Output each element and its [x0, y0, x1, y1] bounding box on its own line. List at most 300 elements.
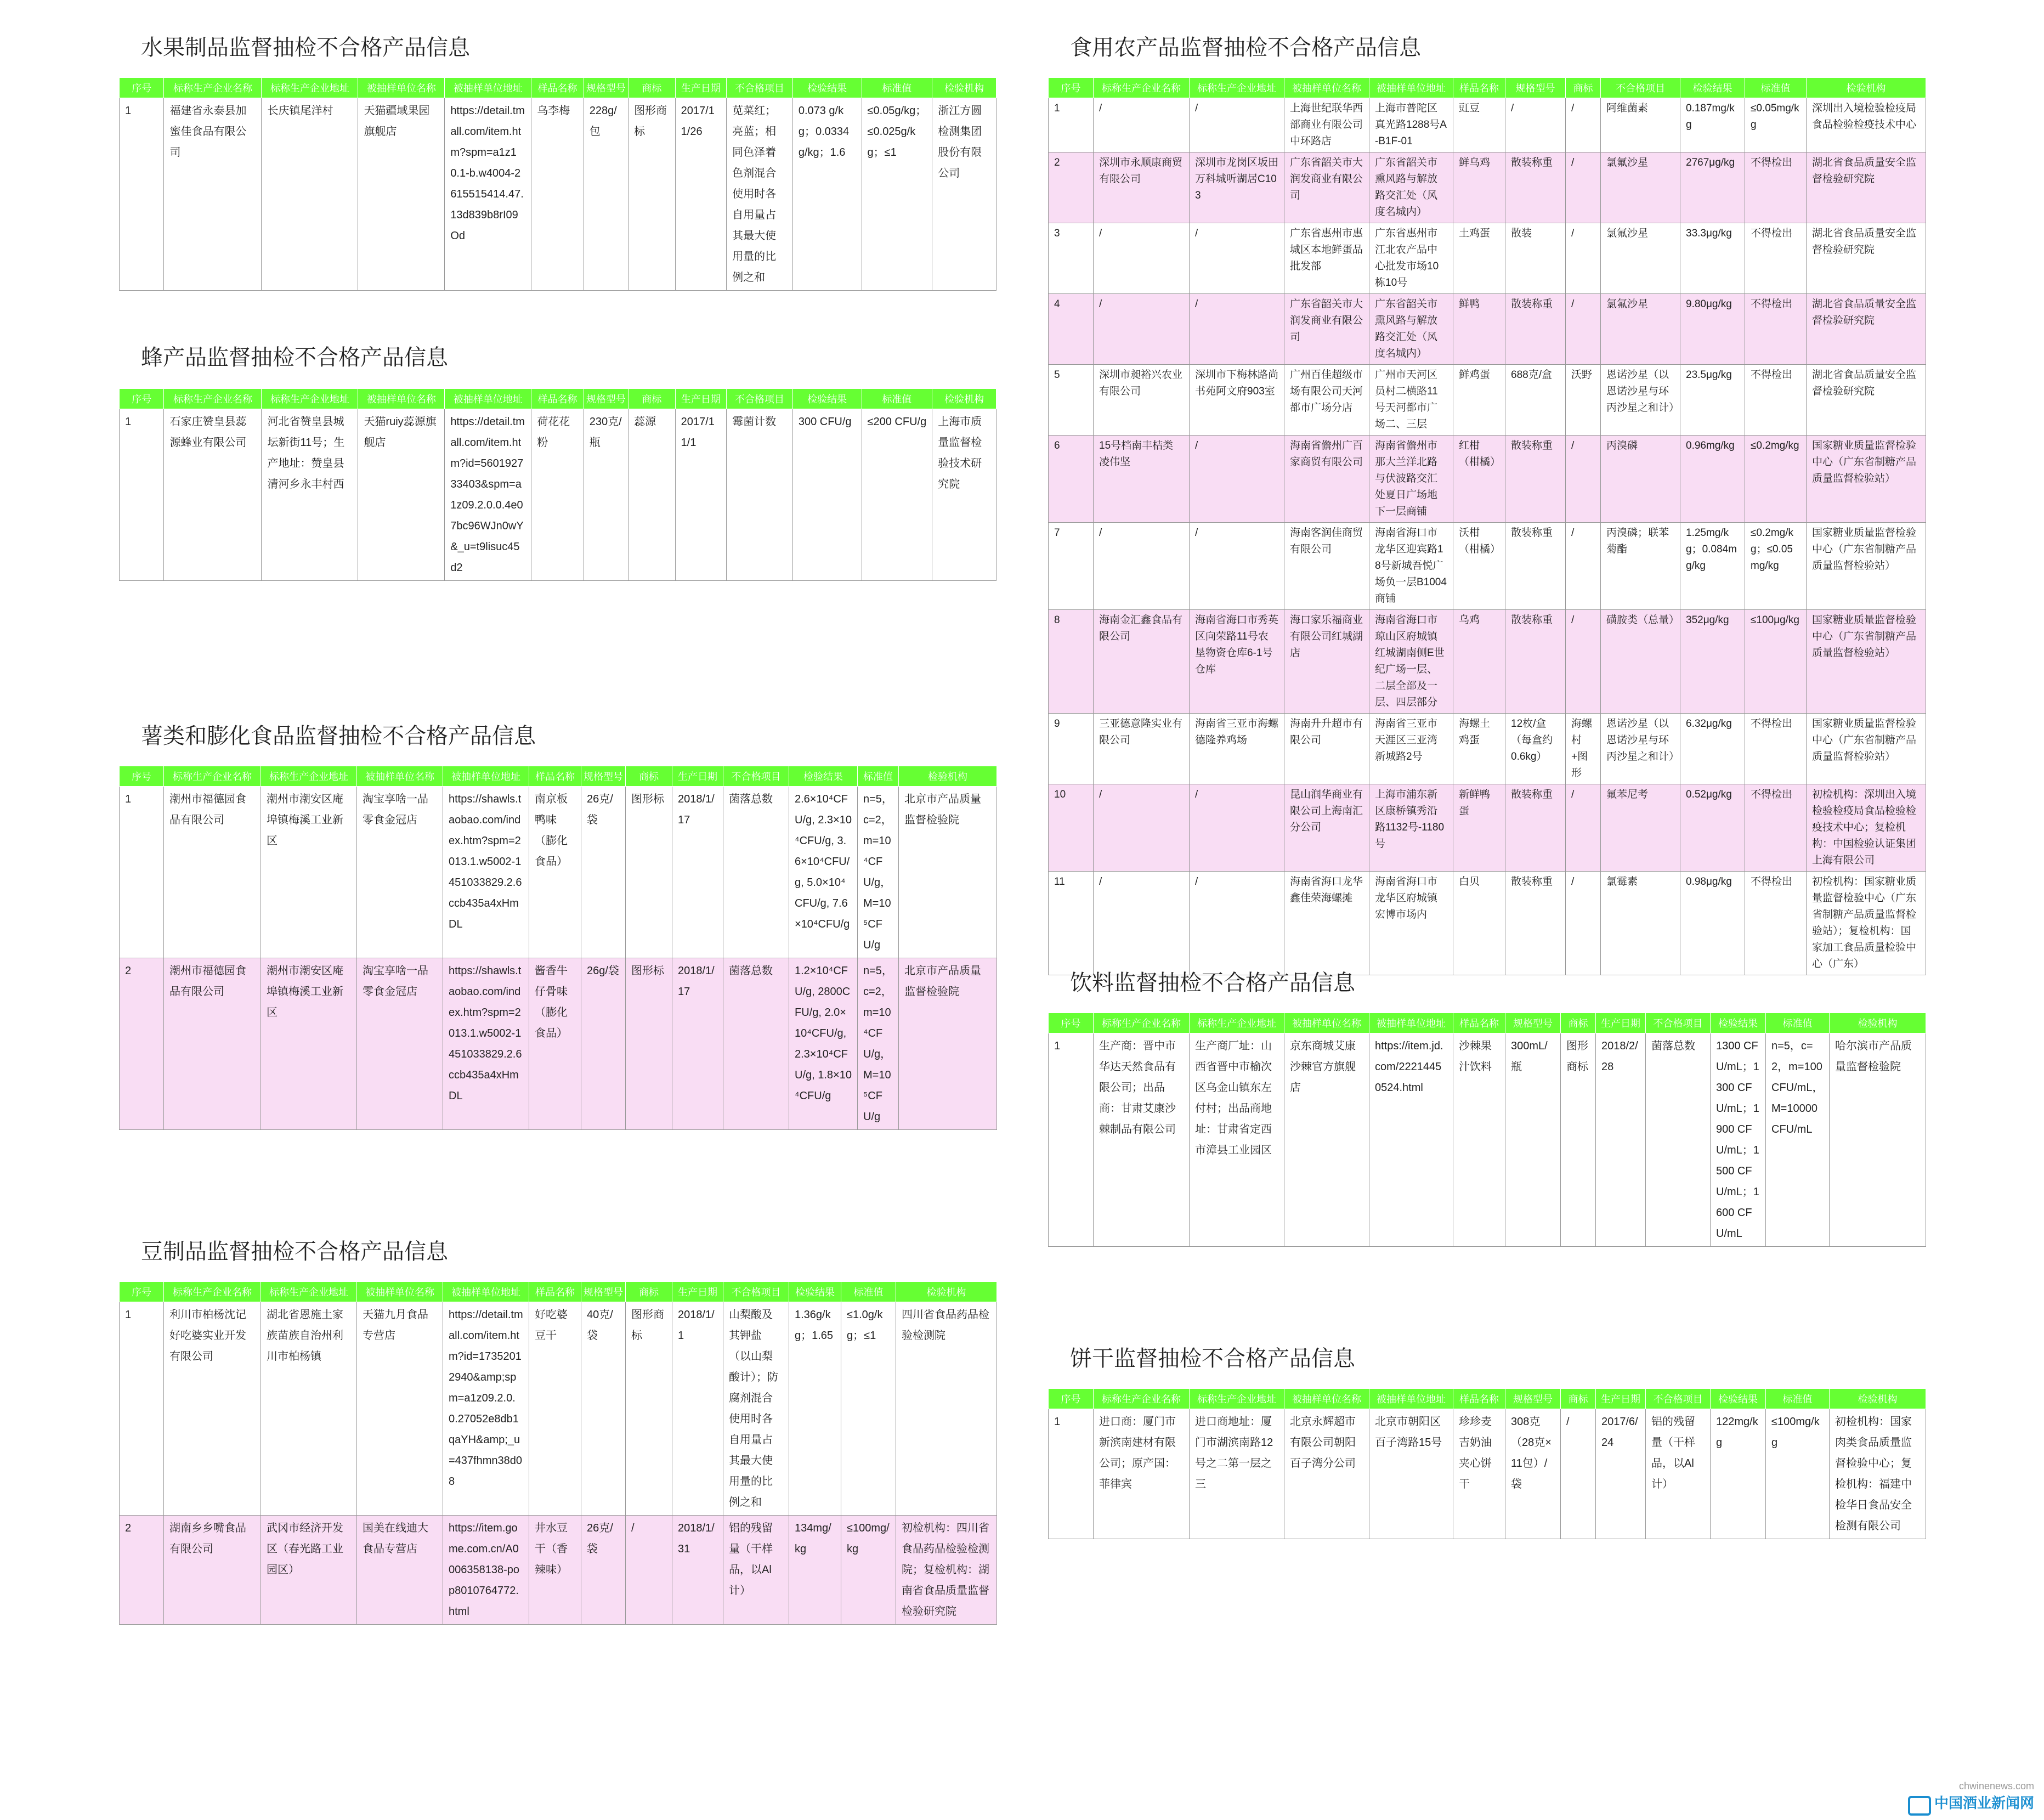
- column-header: 检验机构: [896, 1282, 997, 1302]
- table-cell: /: [1094, 98, 1190, 152]
- table-cell: /: [1566, 872, 1601, 975]
- table-cell: 11: [1049, 872, 1094, 975]
- table-cell: 土鸡蛋: [1453, 223, 1505, 294]
- table-cell: 乌李梅: [531, 98, 584, 291]
- table-cell: 北京市产品质量监督检验院: [899, 958, 997, 1130]
- column-header: 被抽样单位地址: [445, 78, 531, 98]
- column-header: 不合格项目: [1646, 1389, 1711, 1409]
- column-header: 序号: [120, 766, 164, 787]
- column-header: 标准值: [862, 78, 932, 98]
- section-title: 薯类和膨化食品监督抽检不合格产品信息: [141, 724, 536, 749]
- header-row: [120, 1282, 997, 1302]
- table-cell: 6.32μg/kg: [1680, 714, 1745, 784]
- column-header: 商标: [626, 1282, 672, 1302]
- table-cell: 1: [120, 98, 164, 291]
- table-cell: 2018/1/31: [672, 1516, 723, 1625]
- column-header: 检验机构: [932, 389, 996, 409]
- table-cell: 井水豆干（香辣味）: [529, 1516, 581, 1625]
- table-cell: 图形标: [626, 787, 672, 958]
- column-header: 检验结果: [1711, 1389, 1766, 1409]
- table-cell: 2: [120, 958, 164, 1130]
- column-header: 被抽样单位名称: [358, 78, 445, 98]
- table-cell: 北京永辉超市有限公司朝阳百子湾分公司: [1284, 1409, 1369, 1539]
- table-cell: 丙溴磷；联苯菊酯: [1601, 523, 1680, 610]
- column-header: 序号: [120, 1282, 164, 1302]
- table-cell: 12枚/盒（每盒约0.6kg）: [1505, 714, 1566, 784]
- table-cell: 蕊源: [629, 409, 675, 581]
- table-cell: 海南金汇鑫食品有限公司: [1094, 610, 1190, 714]
- table-cell: 霉菌计数: [727, 409, 793, 581]
- table-cell: 4: [1049, 294, 1094, 365]
- column-header: 商标: [626, 766, 672, 787]
- table-cell: 2017/6/24: [1596, 1409, 1646, 1539]
- table-cell: 湖北省食品质量安全监督检验研究院: [1807, 365, 1926, 436]
- table-cell: 海南升升超市有限公司: [1284, 714, 1369, 784]
- table-cell: /: [626, 1516, 672, 1625]
- column-header: 被抽样单位名称: [1284, 1389, 1369, 1409]
- column-header: 规格型号: [1505, 1013, 1561, 1033]
- table-cell: /: [1561, 1409, 1596, 1539]
- table-cell: 白贝: [1453, 872, 1505, 975]
- table-cell: /: [1094, 872, 1190, 975]
- result-table: [119, 766, 997, 1130]
- table-cell: /: [1566, 152, 1601, 223]
- table-cell: 海口家乐福商业有限公司红城湖店: [1284, 610, 1369, 714]
- table-cell: 湖北省食品质量安全监督检验研究院: [1807, 223, 1926, 294]
- column-header: 规格型号: [581, 1282, 626, 1302]
- table-cell: 四川省食品药品检验检测院: [896, 1302, 997, 1516]
- table-cell: 散装称重: [1505, 784, 1566, 872]
- table-cell: /: [1566, 784, 1601, 872]
- column-header: 商标: [629, 78, 675, 98]
- table-cell: https://item.gome.com.cn/A0006358138-pop8010764772.html: [443, 1516, 529, 1625]
- table-cell: 氯氟沙星: [1601, 223, 1680, 294]
- table-cell: 国家糖业质量监督检验中心（广东省制糖产品质量监督检验站）: [1807, 714, 1926, 784]
- table-cell: 初检机构：四川省食品药品检验检测院；复检机构：湖南省食品质量监督检验研究院: [896, 1516, 997, 1625]
- table-cell: /: [1505, 98, 1566, 152]
- column-header: 检验机构: [1807, 78, 1926, 98]
- column-header: 标准值: [858, 766, 899, 787]
- watermark: [1908, 1781, 2034, 1816]
- column-header: 标称生产企业名称: [1094, 78, 1190, 98]
- table-cell: /: [1094, 294, 1190, 365]
- table-cell: 淘宝享啥一品零食金冠店: [357, 787, 443, 958]
- table-cell: /: [1566, 436, 1601, 523]
- table-cell: 菌落总数: [1646, 1033, 1711, 1247]
- column-header: 标准值: [1766, 1013, 1830, 1033]
- table-row: [1049, 294, 1926, 365]
- table-cell: 沙棘果汁饮料: [1453, 1033, 1505, 1247]
- table-cell: 海南客润佳商贸有限公司: [1284, 523, 1369, 610]
- column-header: 标称生产企业名称: [164, 766, 261, 787]
- table-cell: 2018/1/1: [672, 1302, 723, 1516]
- column-header: 样品名称: [1453, 78, 1505, 98]
- table-cell: 2017/11/1: [675, 409, 727, 581]
- table-cell: 天猫ruiy蕊源旗舰店: [358, 409, 445, 581]
- table-cell: 氟苯尼考: [1601, 784, 1680, 872]
- section-title: 饼干监督抽检不合格产品信息: [1070, 1346, 1355, 1371]
- table-cell: 300mL/瓶: [1505, 1033, 1561, 1247]
- table-cell: 海南省海口龙华鑫佳荣海螺摊: [1284, 872, 1369, 975]
- table-row: [1049, 365, 1926, 436]
- table-cell: 武冈市经济开发区（春光路工业园区）: [261, 1516, 357, 1625]
- table-cell: ≤100μg/kg: [1745, 610, 1807, 714]
- table-cell: 山梨酸及其钾盐（以山梨酸计）；防腐剂混合使用时各自用量占其最大使用量的比例之和: [723, 1302, 789, 1516]
- column-header: 样品名称: [1453, 1389, 1505, 1409]
- table-cell: 2018/2/28: [1596, 1033, 1646, 1247]
- table-cell: 1.2×10⁴CFU/g, 2800CFU/g, 2.0×10⁴CFU/g, 2.3×10⁴CFU/g, 1.8×10⁴CFU/g: [789, 958, 858, 1130]
- column-header: 检验结果: [1680, 78, 1745, 98]
- table-cell: 40克/袋: [581, 1302, 626, 1516]
- column-header: 标称生产企业地址: [1190, 1389, 1284, 1409]
- table-cell: 7: [1049, 523, 1094, 610]
- column-header: 标称生产企业名称: [164, 389, 262, 409]
- table-cell: 国家糖业质量监督检验中心（广东省制糖产品质量监督检验站）: [1807, 610, 1926, 714]
- table-cell: 不得检出: [1745, 223, 1807, 294]
- table-cell: 广州市天河区员村二横路11号天河都市广场二、三层: [1369, 365, 1453, 436]
- table-cell: 海南省海口市琼山区府城镇红城湖南侧E世纪广场一层、二层全部及一层、四层部分: [1369, 610, 1453, 714]
- table-cell: 0.96mg/kg: [1680, 436, 1745, 523]
- table-cell: /: [1190, 784, 1284, 872]
- column-header: 序号: [120, 78, 164, 98]
- table-cell: n=5，c=2，m=100 CFU/mL，M=10000 CFU/mL: [1766, 1033, 1830, 1247]
- table-cell: /: [1566, 98, 1601, 152]
- column-header: 被抽样单位地址: [443, 1282, 529, 1302]
- table-row: [1049, 523, 1926, 610]
- table-cell: 不得检出: [1745, 152, 1807, 223]
- table-cell: 丙溴磷: [1601, 436, 1680, 523]
- table-cell: /: [1190, 872, 1284, 975]
- table-cell: 初检机构：国家糖业质量监督检验中心（广东省制糖产品质量监督检验站）；复检机构：国家加工食品质量检验中心（广东）: [1807, 872, 1926, 975]
- table-cell: 300 CFU/g: [792, 409, 862, 581]
- column-header: 样品名称: [529, 1282, 581, 1302]
- table-cell: 阿维菌素: [1601, 98, 1680, 152]
- column-header: 标称生产企业地址: [261, 1282, 357, 1302]
- table-cell: 昆山润华商业有限公司上海南汇分公司: [1284, 784, 1369, 872]
- table-cell: 浙江方圆检测集团股份有限公司: [932, 98, 996, 291]
- table-cell: 1.25mg/kg；0.084mg/kg: [1680, 523, 1745, 610]
- table-cell: 23.5μg/kg: [1680, 365, 1745, 436]
- table-cell: 图形商标: [626, 1302, 672, 1516]
- column-header: 检验机构: [932, 78, 996, 98]
- table-cell: 沃柑（柑橘）: [1453, 523, 1505, 610]
- table-cell: 0.52μg/kg: [1680, 784, 1745, 872]
- table-cell: 134mg/kg: [789, 1516, 841, 1625]
- table-cell: 不得检出: [1745, 365, 1807, 436]
- table-cell: 三亚德意隆实业有限公司: [1094, 714, 1190, 784]
- table-cell: 9.80μg/kg: [1680, 294, 1745, 365]
- table-cell: 散装称重: [1505, 294, 1566, 365]
- table-cell: 6: [1049, 436, 1094, 523]
- watermark-name: 中国酒业新闻网: [1934, 1795, 2034, 1812]
- table-cell: 2018/1/17: [672, 787, 723, 958]
- table-cell: 深圳市永顺康商贸有限公司: [1094, 152, 1190, 223]
- column-header: 标称生产企业地址: [1190, 1013, 1284, 1033]
- table-cell: 上海市质量监督检验技术研究院: [932, 409, 996, 581]
- column-header: 被抽样单位地址: [443, 766, 529, 787]
- result-table: [1048, 77, 1926, 975]
- table-cell: 26g/袋: [581, 958, 626, 1130]
- logo-icon: [1908, 1796, 1931, 1816]
- table-row: [1049, 784, 1926, 872]
- column-header: 标称生产企业地址: [1190, 78, 1284, 98]
- column-header: 标称生产企业地址: [262, 389, 358, 409]
- table-cell: 北京市产品质量监督检验院: [899, 787, 997, 958]
- table-cell: 上海市浦东新区康桥镇秀沿路1132号-1180号: [1369, 784, 1453, 872]
- table-cell: 豇豆: [1453, 98, 1505, 152]
- column-header: 不合格项目: [727, 78, 793, 98]
- table-cell: 好吃婆豆干: [529, 1302, 581, 1516]
- column-header: 序号: [1049, 1013, 1094, 1033]
- column-header: 商标: [629, 389, 675, 409]
- table-cell: 海南省海口市龙华区府城镇宏博市场内: [1369, 872, 1453, 975]
- table-cell: 进口商：厦门市新滨南建材有限公司；原产国：菲律宾: [1094, 1409, 1190, 1539]
- table-cell: 不得检出: [1745, 872, 1807, 975]
- table-cell: 珍珍麦吉奶油夹心饼干: [1453, 1409, 1505, 1539]
- table-cell: 磺胺类（总量）: [1601, 610, 1680, 714]
- column-header: 规格型号: [1505, 78, 1566, 98]
- table-cell: 酱香牛仔骨味（膨化食品）: [529, 958, 581, 1130]
- table-cell: https://detail.tmall.com/item.htm?id=560192733403&spm=a1z09.2.0.0.4e07bc96WJn0wY&_u=t9lisuc45d2: [445, 409, 531, 581]
- table-cell: 1: [120, 787, 164, 958]
- table-cell: 湖北省食品质量安全监督检验研究院: [1807, 294, 1926, 365]
- table-cell: /: [1190, 436, 1284, 523]
- column-header: 生产日期: [675, 389, 727, 409]
- column-header: 检验结果: [1711, 1013, 1766, 1033]
- table-cell: 长庆镇尾洋村: [262, 98, 358, 291]
- table-cell: 石家庄赞皇县蕊源蜂业有限公司: [164, 409, 262, 581]
- column-header: 商标: [1566, 78, 1601, 98]
- column-header: 检验结果: [792, 389, 862, 409]
- table-cell: 不得检出: [1745, 294, 1807, 365]
- table-cell: ≤1.0g/kg；≤1: [841, 1302, 896, 1516]
- column-header: 生产日期: [672, 766, 723, 787]
- table-cell: https://shawls.taobao.com/index.htm?spm=2013.1.w5002-1451033829.2.6ccb435a4xHmDL: [443, 787, 529, 958]
- column-header: 生产日期: [675, 78, 727, 98]
- table-cell: 湖北省恩施土家族苗族自治州利川市柏杨镇: [261, 1302, 357, 1516]
- table-cell: 潮州市潮安区庵埠镇梅溪工业新区: [261, 787, 357, 958]
- table-cell: 2017/11/26: [675, 98, 727, 291]
- table-row: [1049, 98, 1926, 152]
- column-header: 生产日期: [672, 1282, 723, 1302]
- table-cell: 2018/1/17: [672, 958, 723, 1130]
- table-cell: ≤0.05mg/kg: [1745, 98, 1807, 152]
- table-cell: 深圳市下梅林路尚书苑阿文府903室: [1190, 365, 1284, 436]
- table-cell: 京东商城艾康沙棘官方旗舰店: [1284, 1033, 1369, 1247]
- table-cell: 10: [1049, 784, 1094, 872]
- section-title: 食用农产品监督抽检不合格产品信息: [1070, 35, 1421, 60]
- table-row: [120, 1302, 997, 1516]
- table-cell: /: [1190, 98, 1284, 152]
- table-cell: 潮州市福德园食品有限公司: [164, 958, 261, 1130]
- table-cell: 国美在线迪大食品专营店: [357, 1516, 443, 1625]
- header-row: [120, 389, 996, 409]
- table-cell: 不得检出: [1745, 784, 1807, 872]
- table-cell: ≤0.2mg/kg；≤0.05mg/kg: [1745, 523, 1807, 610]
- column-header: 标准值: [862, 389, 932, 409]
- table-cell: 海南省海口市龙华区迎宾路18号新城吾悦广场负一层B1004商铺: [1369, 523, 1453, 610]
- table-cell: 南京板鸭味（膨化食品）: [529, 787, 581, 958]
- table-cell: 2767μg/kg: [1680, 152, 1745, 223]
- column-header: 标称生产企业名称: [164, 78, 262, 98]
- table-cell: 广东省韶关市大润发商业有限公司: [1284, 152, 1369, 223]
- section-title: 水果制品监督抽检不合格产品信息: [141, 35, 470, 60]
- column-header: 样品名称: [531, 389, 584, 409]
- column-header: 检验机构: [1830, 1013, 1926, 1033]
- table-cell: 上海世纪联华西部商业有限公司中环路店: [1284, 98, 1369, 152]
- column-header: 商标: [1561, 1389, 1596, 1409]
- table-cell: /: [1094, 784, 1190, 872]
- table-cell: 海南省儋州广百家商贸有限公司: [1284, 436, 1369, 523]
- table-cell: 海南省儋州市那大兰洋北路与伏波路交汇处夏日广场地下一层商铺: [1369, 436, 1453, 523]
- column-header: 被抽样单位地址: [445, 389, 531, 409]
- table-cell: 9: [1049, 714, 1094, 784]
- section-title: 蜂产品监督抽检不合格产品信息: [141, 345, 448, 370]
- column-header: 被抽样单位名称: [357, 1282, 443, 1302]
- column-header: 被抽样单位地址: [1369, 78, 1453, 98]
- column-header: 样品名称: [1453, 1013, 1505, 1033]
- table-row: [1049, 436, 1926, 523]
- table-cell: 广东省韶关市大润发商业有限公司: [1284, 294, 1369, 365]
- table-cell: 散装称重: [1505, 152, 1566, 223]
- column-header: 生产日期: [1596, 1013, 1646, 1033]
- table-cell: 3: [1049, 223, 1094, 294]
- table-row: [1049, 1033, 1926, 1247]
- table-cell: 广东省惠州市江北农产品中心批发市场10栋10号: [1369, 223, 1453, 294]
- table-cell: 散装称重: [1505, 610, 1566, 714]
- table-cell: 广东省韶关市熏风路与解放路交汇处（风度名城内）: [1369, 294, 1453, 365]
- column-header: 被抽样单位地址: [1369, 1389, 1453, 1409]
- table-cell: n=5，c=2，m=10⁴CFU/g，M=10⁵CFU/g: [858, 958, 899, 1130]
- table-cell: 生产商厂址：山西省晋中市榆次区乌金山镇东左付村；出品商地址：甘肃省定西市漳县工业园区: [1190, 1033, 1284, 1247]
- column-header: 检验结果: [789, 1282, 841, 1302]
- column-header: 规格型号: [1505, 1389, 1561, 1409]
- column-header: 不合格项目: [727, 389, 793, 409]
- table-cell: 哈尔滨市产品质量监督检验院: [1830, 1033, 1926, 1247]
- result-table: [1048, 1013, 1926, 1247]
- table-cell: https://detail.tmall.com/item.htm?spm=a1z10.1-b.w4004-2615515414.47.13d839b8rI09Od: [445, 98, 531, 291]
- table-cell: ≤0.2mg/kg: [1745, 436, 1807, 523]
- table-cell: 1.36g/kg；1.65: [789, 1302, 841, 1516]
- table-cell: 湖北省食品质量安全监督检验研究院: [1807, 152, 1926, 223]
- table-cell: /: [1566, 294, 1601, 365]
- table-cell: https://detail.tmall.com/item.htm?id=17352012940&amp;spm=a1z09.2.0.0.27052e8db1qaYH&amp;_u=437fhmn38d08: [443, 1302, 529, 1516]
- table-cell: 初检机构：深圳出入境检验检疫局食品检验检疫技术中心；复检机构：中国检验认证集团上海有限公司: [1807, 784, 1926, 872]
- table-cell: 沃野: [1566, 365, 1601, 436]
- column-header: 被抽样单位名称: [357, 766, 443, 787]
- table-row: [1049, 872, 1926, 975]
- table-cell: 228g/包: [584, 98, 628, 291]
- table-cell: 散装称重: [1505, 523, 1566, 610]
- table-row: [1049, 223, 1926, 294]
- column-header: 不合格项目: [723, 1282, 789, 1302]
- table-cell: 菌落总数: [723, 958, 789, 1130]
- table-cell: 潮州市潮安区庵埠镇梅溪工业新区: [261, 958, 357, 1130]
- table-cell: 688克/盒: [1505, 365, 1566, 436]
- table-cell: 33.3μg/kg: [1680, 223, 1745, 294]
- table-cell: 26克/袋: [581, 1516, 626, 1625]
- table-cell: 恩诺沙星（以恩诺沙星与环丙沙星之和计）: [1601, 365, 1680, 436]
- result-table: [1048, 1388, 1926, 1539]
- table-cell: 海螺村+图形: [1566, 714, 1601, 784]
- table-cell: 1300 CFU/mL；1300 CFU/mL；1900 CFU/mL；1500 CFU/mL；1600 CFU/mL: [1711, 1033, 1766, 1247]
- table-row: [1049, 152, 1926, 223]
- header-row: [120, 766, 997, 787]
- table-cell: /: [1094, 523, 1190, 610]
- watermark-url: chwinenews.com: [1958, 1781, 2034, 1792]
- table-cell: 5: [1049, 365, 1094, 436]
- table-cell: 1: [1049, 98, 1094, 152]
- table-cell: /: [1566, 223, 1601, 294]
- section-title: 豆制品监督抽检不合格产品信息: [141, 1239, 448, 1264]
- table-cell: 散装称重: [1505, 436, 1566, 523]
- column-header: 被抽样单位地址: [1369, 1013, 1453, 1033]
- header-row: [1049, 1389, 1926, 1409]
- header-row: [1049, 1013, 1926, 1033]
- table-cell: 1: [1049, 1409, 1094, 1539]
- column-header: 生产日期: [1596, 1389, 1646, 1409]
- column-header: 检验机构: [1830, 1389, 1926, 1409]
- table-cell: ≤100mg/kg: [841, 1516, 896, 1625]
- column-header: 序号: [1049, 1389, 1094, 1409]
- table-cell: 15号档南丰桔类凌伟坚: [1094, 436, 1190, 523]
- table-cell: 352μg/kg: [1680, 610, 1745, 714]
- table-cell: 天猫九月食品专营店: [357, 1302, 443, 1516]
- table-cell: 0.187mg/kg: [1680, 98, 1745, 152]
- table-cell: 2: [120, 1516, 164, 1625]
- column-header: 样品名称: [531, 78, 584, 98]
- table-cell: 淘宝享啥一品零食金冠店: [357, 958, 443, 1130]
- table-cell: 国家糖业质量监督检验中心（广东省制糖产品质量监督检验站）: [1807, 523, 1926, 610]
- table-cell: 利川市柏杨沈记好吃婆实业开发有限公司: [164, 1302, 261, 1516]
- table-cell: 图形商标: [1561, 1033, 1596, 1247]
- table-cell: 氯氟沙星: [1601, 294, 1680, 365]
- column-header: 不合格项目: [1601, 78, 1680, 98]
- table-cell: 1: [1049, 1033, 1094, 1247]
- table-cell: ≤0.05g/kg；≤0.025g/kg；≤1: [862, 98, 932, 291]
- table-cell: 进口商地址：厦门市湖滨南路12号之二第一层之三: [1190, 1409, 1284, 1539]
- table-cell: 深圳市龙岗区坂田万科城听湖居C103: [1190, 152, 1284, 223]
- table-cell: 图形商标: [629, 98, 675, 291]
- column-header: 被抽样单位名称: [1284, 1013, 1369, 1033]
- column-header: 检验机构: [899, 766, 997, 787]
- table-cell: 河北省赞皇县城坛新街11号；生产地址：赞皇县清河乡永丰村西: [262, 409, 358, 581]
- table-cell: 北京市朝阳区百子湾路15号: [1369, 1409, 1453, 1539]
- table-cell: 铝的残留量（干样品，以Al计）: [723, 1516, 789, 1625]
- table-cell: 湖南乡乡嘴食品有限公司: [164, 1516, 261, 1625]
- table-cell: 2: [1049, 152, 1094, 223]
- column-header: 检验结果: [789, 766, 858, 787]
- table-row: [120, 409, 996, 581]
- table-cell: 海螺土鸡蛋: [1453, 714, 1505, 784]
- table-cell: 氯霉素: [1601, 872, 1680, 975]
- table-cell: 8: [1049, 610, 1094, 714]
- column-header: 标称生产企业地址: [261, 766, 357, 787]
- table-row: [1049, 610, 1926, 714]
- table-cell: 潮州市福德园食品有限公司: [164, 787, 261, 958]
- column-header: 标称生产企业名称: [1094, 1013, 1190, 1033]
- table-cell: 红柑（柑橘）: [1453, 436, 1505, 523]
- table-cell: ≤100mg/kg: [1766, 1409, 1830, 1539]
- table-cell: 0.073 g/kg；0.0334 g/kg；1.6: [792, 98, 862, 291]
- column-header: 规格型号: [584, 78, 628, 98]
- table-cell: 国家糖业质量监督检验中心（广东省制糖产品质量监督检验站）: [1807, 436, 1926, 523]
- table-cell: 福建省永泰县加蜜佳食品有限公司: [164, 98, 262, 291]
- table-cell: /: [1190, 523, 1284, 610]
- table-cell: 氯氟沙星: [1601, 152, 1680, 223]
- table-cell: 菌落总数: [723, 787, 789, 958]
- column-header: 被抽样单位名称: [1284, 78, 1369, 98]
